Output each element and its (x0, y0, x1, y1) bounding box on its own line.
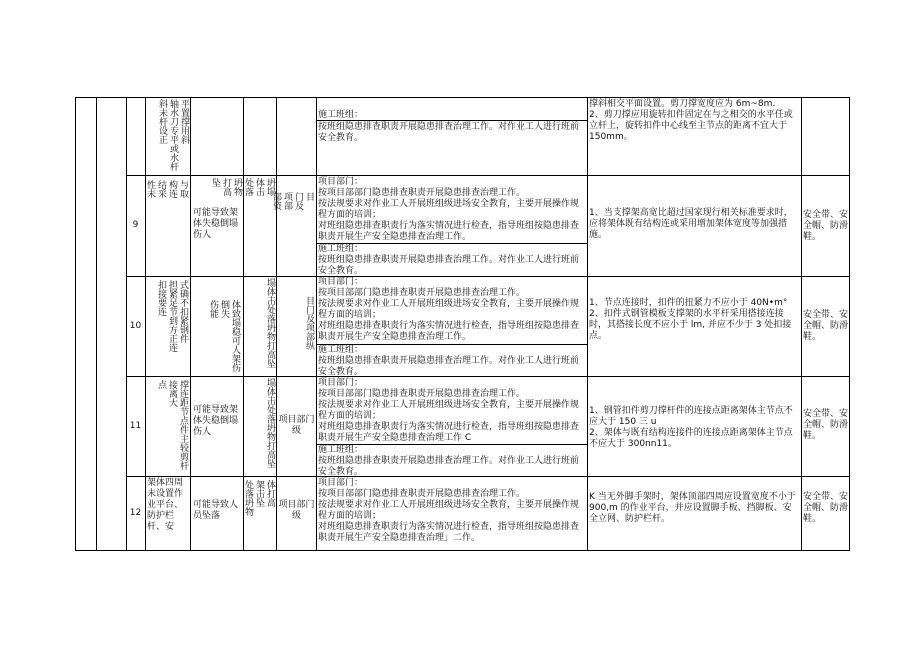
control-text: 按项目部部门隐患排查职责开展隐患排查治理工作。 按法规要求对作业工人开展班组级进场安全教育，主要开展操作规程方面的培训； (318, 389, 580, 421)
ppe: 安全带、安全帽、防滑鞋。 (803, 492, 849, 524)
control-header: 项目部门： (318, 378, 364, 388)
grid-line (190, 97, 191, 551)
control-text: 按班组隐患排查职责开展隐患排查治理工作。对作业工人进行班前安全教育。 (318, 456, 580, 477)
technical-measure: 撑斜相交平面设置。剪刀撑宽度应为 6m~8m. 2、剪刀撑应用旋转扣件固定在与之相交的水平任或立杆上，旋转扣件中心线至主节点的距离不宜大于 150mm。 (589, 99, 793, 142)
possible-consequence: 体致塌稳可人架伤倒失 伤能 (208, 300, 240, 372)
accident-type: 塌体击处落坍物打高坠 (265, 278, 275, 368)
control-header: 施工班组： (318, 244, 364, 254)
row-number: 11 (129, 421, 142, 431)
control-text: 按项目部部门隐患排查职责开展隐患排查治理工作。 按法规要求对作业工人开展班组级进场安全教育，主要开展操作规程方面的培训； (318, 188, 580, 220)
hazard-item: 平置撑用斜 轴水刀专平或水杆斜未杆设正 (157, 99, 189, 171)
control-header: 项目部门： (318, 277, 364, 287)
hazard-item: 架体四周未设置作业平台、防护栏杆、安 (147, 478, 184, 532)
hazard-item: 与取 构连 结采 性未 (145, 180, 188, 198)
control-header: 项目部门： (318, 478, 364, 488)
control-text: 按项目部部门隐患排查职责开展隐患排查治理工作。 按法规要求对作业工人开展班组级进场安全教育，主要开展操作规程方面的培训； (318, 489, 580, 521)
control-text: 对班组隐患排查职责行为落实情况进行检查，指导班组按隐患排查职责开展生产安全隐患排查治理工作。 (318, 321, 580, 342)
grid-line (75, 97, 76, 551)
ppe: 安全带、安全帽、防滑鞋。 (803, 409, 849, 441)
possible-consequence: 可能导致架体失稳倒塌伤人 (193, 208, 239, 240)
accident-type: 塌体击处落坍物打高坠 (265, 378, 275, 468)
control-text: 按班组隐患排查职责开展隐患排查治理工作。对作业工人进行班前安全教育。 (318, 255, 580, 276)
control-header: 施工班组： (318, 445, 364, 455)
row-number: 9 (132, 220, 139, 230)
responsibility-level: 目 门及 项部 部资 (271, 192, 314, 210)
ppe: 安全带、安全帽、防滑鞋。 (803, 210, 849, 242)
row-number: 12 (129, 508, 142, 518)
responsibility-level: 项目部门级 (278, 500, 315, 521)
accident-type: 坍塌 体击 处落 坍物 打高 坠 (210, 178, 275, 196)
grid-line (126, 376, 849, 377)
grid-line (316, 97, 317, 551)
grid-line (126, 476, 849, 477)
grid-line (801, 97, 802, 551)
accident-type: 体打高 架击坠 处落坍物 (243, 480, 275, 516)
hazard-item: 撑连距节点件主较剪杆接离大 点 (156, 380, 188, 470)
grid-line (126, 175, 849, 176)
responsibility-level: 目门及项部纵 (304, 296, 314, 350)
grid-line (75, 550, 849, 551)
control-text: 按班组隐患排查职责开展隐患排查治理工作。对作业工人进行班前安全教育。 (318, 356, 580, 377)
responsibility-level: 项目部门级 (278, 415, 315, 436)
control-text: 对班组隐患排查职责行为落实情况进行检查，指导班组按隐患排查职责开展生产安全隐患排查治理工作 C (318, 422, 580, 443)
control-text: 对班组隐患排查职责行为落实情况进行检查，指导班组按隐患排查职责开展生产安全隐患排查治理工作。 (318, 221, 580, 242)
control-text: 按项目部部门隐患排查职责开展隐患排查治理工作。 按法规要求对作业工人开展班组级进场安全教育，主要开展操作规程方面的培训； (318, 288, 580, 320)
grid-line (587, 97, 588, 551)
technical-measure: K 当无外脚手架时，架体顶部四周应设置宽度不小于 900,m 的作业平台，并应设置脚手板、挡脚板、安全立网、防护栏杆。 (589, 492, 799, 524)
grid-line (276, 97, 277, 551)
possible-consequence: 可能导致架体失稳倒塌伤人 (193, 405, 239, 437)
hazard-item: 式确不扣紧钢件 担紧足节到方正连 扣接要连 (156, 280, 188, 352)
grid-line (75, 97, 849, 98)
technical-measure: 1、钢管扣件剪刀撑杆件的连接点距离架体主节点不应大于 150 三 u 2、架体与既有结构连接件的连接点距离架体主节点不应大于 300nn11。 (589, 406, 793, 449)
technical-measure: 1、当支撑架高宽比超过国家现行相关标准要求时，应将架体既有结构连或采用增加架体宽度等加强措施。 (589, 208, 793, 240)
ppe: 安全带、安全帽、防滑鞋。 (803, 310, 849, 342)
technical-measure: 1、节点连接时，扣件的扭紧力不应小于 40N•m° 2、扣件式钢管模板支撑架的水平杆采用搭接连接时，其搭接长度不应小于 lm, 并应不少于 3 处扣接点。 (589, 298, 792, 341)
control-text: 按班组隐患排查职责开展隐患排查治理工作。对作业工人进行班前安全教育。 (318, 122, 580, 143)
row-number: 10 (129, 321, 142, 331)
control-header: 施工班组： (318, 345, 364, 355)
grid-line (96, 97, 97, 551)
control-header: 项目部门： (318, 177, 364, 187)
possible-consequence: 可能导致人员坠落 (193, 500, 239, 521)
grid-line (849, 97, 850, 551)
control-header: 施工班组： (318, 110, 364, 120)
control-text: 对班组隐患排查职责行为落实情况进行检查，指导班组按隐患排查职责开展生产安全隐患排查治理」二作。 (318, 522, 580, 543)
